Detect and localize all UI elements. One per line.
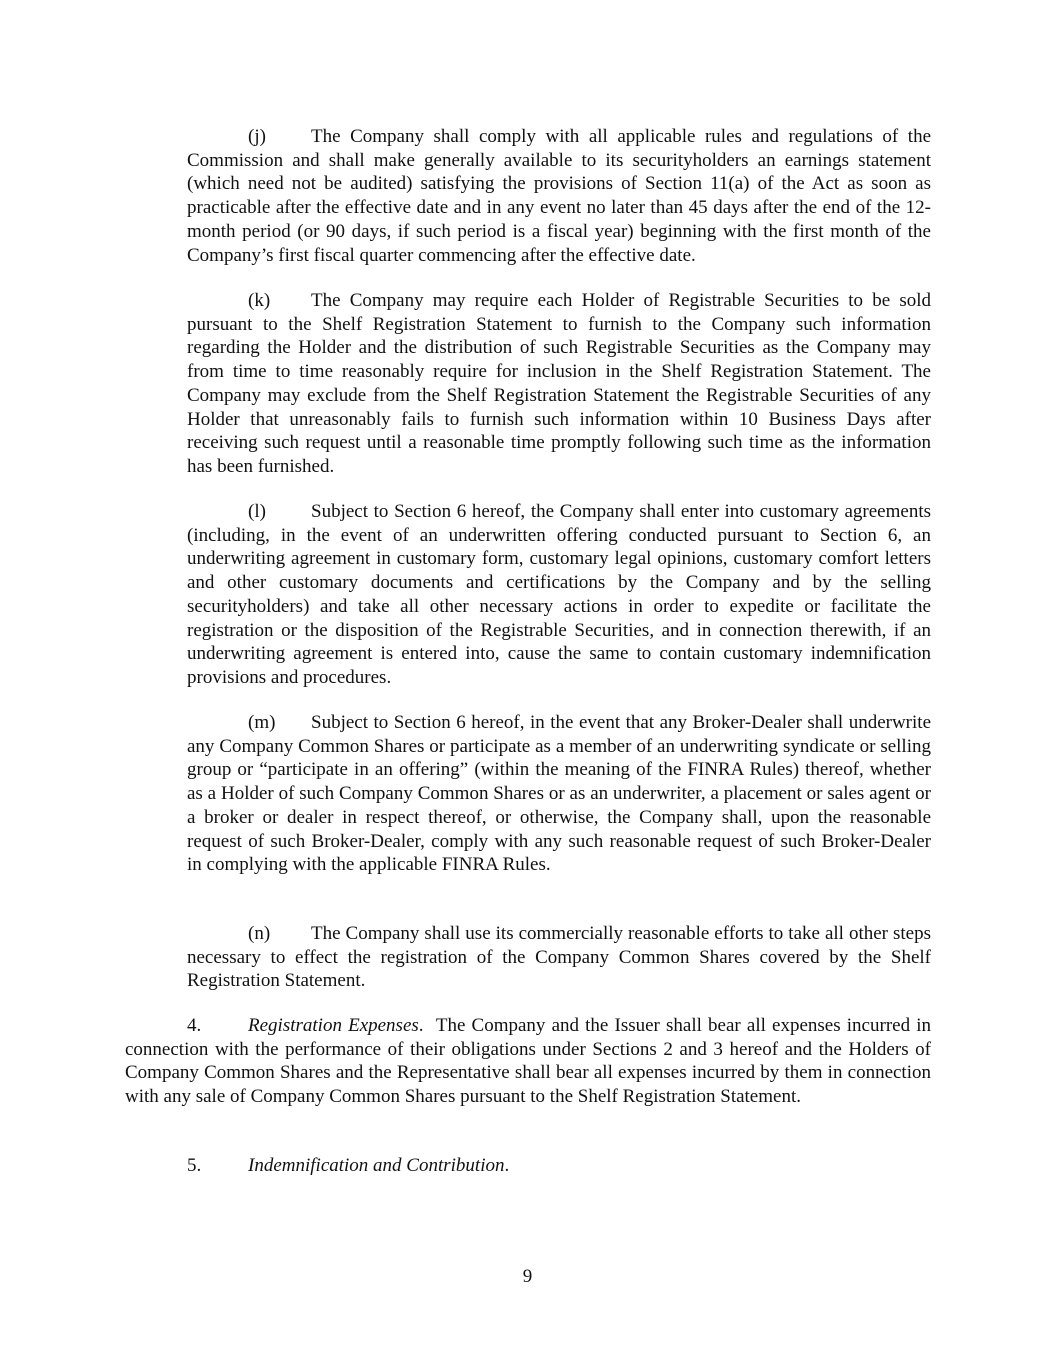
paragraph-l	[187, 500, 931, 690]
paragraph-text: The Company shall comply with all applicable rules and regulations of the Commission and shall make generally available to its securityholders an earnings statement (which need not be audited) satisfying the provisions of Section 11(a) of the Act as soon as practicable after the effective date and in any event no later than 45 days after the end of the 12-month period (or 90 days, if such period is a fiscal year) beginning with the first month of the Company’s first fiscal quarter commencing after the effective date.	[187, 126, 931, 266]
paragraph-label: (k)	[248, 290, 271, 311]
section-heading: Registration Expenses	[248, 1015, 419, 1036]
section-5-indemnification	[125, 1154, 931, 1178]
paragraph-n	[187, 922, 931, 993]
section-4-registration-expenses	[125, 1014, 931, 1109]
paragraph-text: The Company shall use its commercially reasonable efforts to take all other steps necessary to effect the registration of the Company Common Shares covered by the Shelf Registration Statement.	[187, 923, 931, 992]
paragraph-label: (m)	[248, 712, 276, 733]
section-number: 4.	[187, 1015, 202, 1036]
section-heading: Indemnification and Contribution	[248, 1155, 505, 1176]
paragraph-m	[187, 711, 931, 877]
page-number: 9	[522, 1266, 533, 1287]
paragraph-label: (n)	[248, 923, 271, 944]
paragraph-k	[187, 289, 931, 479]
section-heading-punct: .	[504, 1155, 510, 1176]
section-number: 5.	[187, 1155, 202, 1176]
paragraph-label: (l)	[248, 501, 266, 522]
paragraph-text: Subject to Section 6 hereof, in the event that any Broker-Dealer shall underwrite any Company Common Shares or participate as a member of an underwriting syndicate or selling group or “participate in an offering” (within the meaning of the FINRA Rules) thereof, whether as a Holder of such Company Common Shares or as an underwriter, a placement or sales agent or a broker or dealer in respect thereof, or otherwise, the Company shall, upon the reasonable request of such Broker-Dealer, comply with any such reasonable request of such Broker-Dealer in complying with the applicable FINRA Rules.	[187, 712, 931, 876]
section-heading-punct: .	[418, 1015, 424, 1036]
paragraph-j	[187, 125, 931, 267]
section-text: The Company and the Issuer shall bear all expenses incurred in connection with the performance of their obligations under Sections 2 and 3 hereof and the Holders of Company Common Shares and the Representative shall bear all expenses incurred by them in connection with any sale of Company Common Shares pursuant to the Shelf Registration Statement.	[125, 1015, 932, 1108]
paragraph-label: (j)	[248, 126, 266, 147]
paragraph-text: The Company may require each Holder of Registrable Securities to be sold pursuant to the Shelf Registration Statement to furnish to the Company such information regarding the Holder and the distribution of such Registrable Securities as the Company may from time to time reasonably require for inclusion in the Shelf Registration Statement. The Company may exclude from the Shelf Registration Statement the Registrable Securities of any Holder that unreasonably fails to furnish such information within 10 Business Days after receiving such request until a reasonable time promptly following such time as the information has been furnished.	[187, 290, 931, 477]
paragraph-text: Subject to Section 6 hereof, the Company shall enter into customary agreements (including, in the event of an underwritten offering conducted pursuant to Section 6, an underwriting agreement in customary form, customary legal opinions, customary comfort letters and other customary documents and certifications by the Company and by the selling securityholders) and take all other necessary actions in order to expedite or facilitate the registration or the disposition of the Registrable Securities, and in connection therewith, if an underwriting agreement is entered into, cause the same to contain customary indemnification provisions and procedures.	[187, 501, 931, 688]
